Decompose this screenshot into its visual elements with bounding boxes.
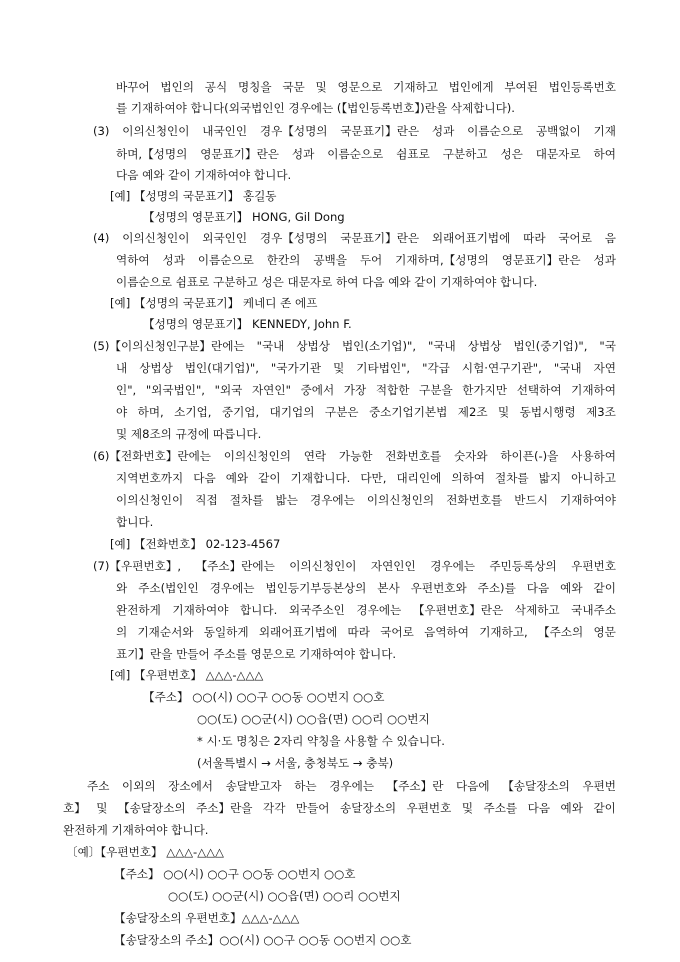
text-line: 를 기재하여야 합니다(외국법인인 경우에는 (【법인등록번호】)란을 삭제합니다).	[116, 101, 515, 115]
text-line: (6)【전화번호】란에는 이의신청인의 연락 가능한 전화번호를 숫자와 하이픈(-)을 사용하여	[93, 449, 616, 463]
text-line: 【성명의 영문표기】 HONG, Gil Dong	[143, 210, 345, 224]
text-line: 【주소】 ○○(시) ○○구 ○○동 ○○번지 ○○호	[143, 690, 385, 704]
text-line: 주소 이외의 장소에서 송달받고자 하는 경우에는 【주소】란 다음에 【송달장소의 우편번	[87, 779, 616, 793]
text-line: 이의신청인이 직접 절차를 밟는 경우에는 이의신청인의 전화번호를 반드시 기재하여야	[116, 493, 616, 507]
text-line: 완전하게 기재하여야 합니다. 외국주소인 경우에는 【우편번호】란은 삭제하고 국내주소	[116, 603, 616, 617]
text-line: ○○(도) ○○군(시) ○○읍(면) ○○리 ○○번지	[197, 712, 430, 726]
text-line: 【주소】 ○○(시) ○○구 ○○동 ○○번지 ○○호	[114, 867, 356, 881]
text-line: 【성명의 영문표기】 KENNEDY, John F.	[143, 317, 352, 331]
text-line: 【송달장소의 우편번호】△△△-△△△	[114, 911, 300, 925]
text-line: 【송달장소의 주소】○○(시) ○○구 ○○동 ○○번지 ○○호	[114, 933, 412, 947]
text-line: (서울특별시 → 서울, 충청북도 → 충북)	[197, 756, 394, 770]
text-line: [예] 【성명의 국문표기】 홍길동	[110, 189, 277, 203]
text-line: 야 하며, 소기업, 중기업, 대기업의 구분은 중소기업기본법 제2조 및 동법시행령 제3조	[116, 405, 616, 419]
text-line: 와 주소(법인인 경우에는 법인등기부등본상의 본사 우편번호와 주소)를 다음 예와 같이	[116, 581, 616, 595]
text-line: * 시·도 명칭은 2자리 약칭을 사용할 수 있습니다.	[197, 734, 445, 748]
text-line: 합니다.	[116, 515, 154, 529]
text-line: 지역번호까지 다음 예와 같이 기재합니다. 다만, 대리인에 의하여 절차를 밟지 아니하고	[116, 471, 616, 485]
text-line: (4) 이의신청인이 외국인인 경우【성명의 국문표기】란은 외래어표기법에 따라 국어로 음	[93, 231, 616, 245]
text-line: [예] 【우편번호】 △△△-△△△	[110, 668, 264, 682]
text-line: ○○(도) ○○군(시) ○○읍(면) ○○리 ○○번지	[168, 889, 401, 903]
text-line: 다음 예와 같이 기재하여야 합니다.	[116, 168, 292, 182]
text-line: 표기】란을 만들어 주소를 영문으로 기재하여야 합니다.	[116, 647, 397, 661]
text-line: [예] 【성명의 국문표기】 케네디 존 에프	[110, 296, 318, 310]
text-line: 의 기재순서와 동일하게 외래어표기법에 따라 국어로 음역하여 기재하고, 【주소의 영문	[116, 625, 616, 639]
text-line: (7)【우편번호】, 【주소】란에는 이의신청인이 자연인인 경우에는 주민등록상의 우편번호	[93, 559, 616, 573]
text-line: 바꾸어 법인의 공식 명칭을 국문 및 영문으로 기재하고 법인에게 부여된 법인등록번호	[116, 80, 616, 94]
text-line: 하며,【성명의 영문표기】란은 성과 이름순으로 쉼표로 구분하고 성은 대문자로 하여	[116, 147, 616, 161]
text-line: 완전하게 기재하여야 합니다.	[63, 823, 209, 837]
text-line: 〔예〕【우편번호】 △△△-△△△	[66, 845, 224, 859]
text-line: 및 제8조의 규정에 따릅니다.	[116, 427, 262, 441]
text-line: 이름순으로 쉼표로 구분하고 성은 대문자로 하여 다음 예와 같이 기재하여야 합니다.	[116, 275, 538, 289]
text-line: 인", "외국법인", "외국 자연인" 중에서 가장 적합한 구분을 한가지만 선택하여 기재하여	[116, 383, 616, 397]
text-line: 호】 및 【송달장소의 주소】란을 각각 만들어 송달장소의 우편번호 및 주소를 다음 예와 같이	[63, 801, 616, 815]
text-line: 역하여 성과 이름순으로 한칸의 공백을 두어 기재하며,【성명의 영문표기】란은 성과	[116, 253, 616, 267]
text-line: 내 상법상 법인(대기업)", "국가기관 및 기타법인", "각급 시험·연구기관", "국내 자연	[116, 361, 616, 375]
text-line: (3) 이의신청인이 내국인인 경우【성명의 국문표기】란은 성과 이름순으로 공백없이 기재	[93, 124, 616, 138]
text-line: (5)【이의신청인구분】란에는 "국내 상법상 법인(소기업)", "국내 상법상 법인(중기업)", "국	[93, 339, 616, 353]
text-line: [예] 【전화번호】 02-123-4567	[110, 537, 281, 551]
